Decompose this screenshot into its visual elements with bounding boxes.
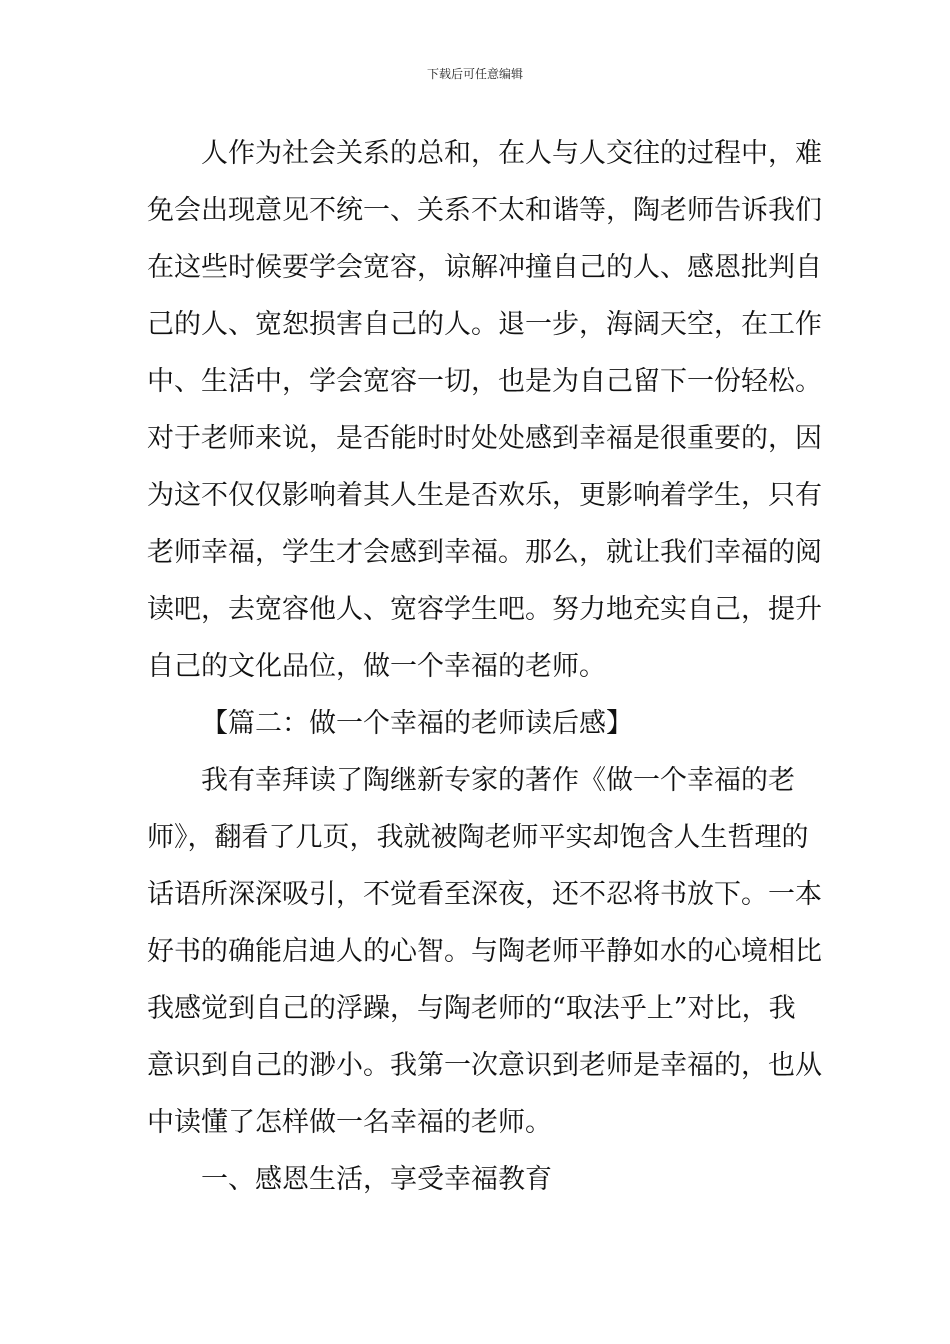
paragraph-line: 中读懂了怎样做一名幸福的老师。 <box>147 1107 552 1138</box>
paragraph-line: 读吧，去宽容他人、宽容学生吧。努力地充实自己，提升 <box>147 594 822 625</box>
paragraph-line: 好书的确能启迪人的心智。与陶老师平静如水的心境相比 <box>147 936 822 967</box>
paragraph-line: 老师幸福，学生才会感到幸福。那么，就让我们幸福的阅 <box>147 537 822 568</box>
paragraph-line: 我感觉到自己的浮躁，与陶老师的“取法乎上”对比，我 <box>147 993 796 1024</box>
paragraph-line: 免会出现意见不统一、关系不太和谐等，陶老师告诉我们 <box>147 195 822 226</box>
paragraph-line: 在这些时候要学会宽容，谅解冲撞自己的人、感恩批判自 <box>147 252 822 283</box>
paragraph-line: 自己的文化品位，做一个幸福的老师。 <box>147 651 606 682</box>
paragraph-line: 我有幸拜读了陶继新专家的著作《做一个幸福的老 <box>201 765 795 796</box>
paragraph-line: 为这不仅仅影响着其人生是否欢乐，更影响着学生，只有 <box>147 480 822 511</box>
subsection-heading: 一、感恩生活，享受幸福教育 <box>201 1164 552 1195</box>
paragraph-line: 对于老师来说，是否能时时处处感到幸福是很重要的，因 <box>147 423 822 454</box>
section-heading: 【篇二：做一个幸福的老师读后感】 <box>201 708 633 739</box>
paragraph-line: 师》，翻看了几页，我就被陶老师平实却饱含人生哲理的 <box>147 822 809 853</box>
paragraph-line: 中、生活中，学会宽容一切，也是为自己留下一份轻松。 <box>147 366 822 397</box>
page-header-note: 下载后可任意编辑 <box>426 67 523 81</box>
paragraph-line: 人作为社会关系的总和，在人与人交往的过程中，难 <box>201 138 822 169</box>
paragraph-line: 意识到自己的渺小。我第一次意识到老师是幸福的，也从 <box>147 1050 822 1081</box>
paragraph-line: 己的人、宽恕损害自己的人。退一步，海阔天空，在工作 <box>147 309 822 340</box>
paragraph-line: 话语所深深吸引，不觉看至深夜，还不忍将书放下。一本 <box>147 879 822 910</box>
